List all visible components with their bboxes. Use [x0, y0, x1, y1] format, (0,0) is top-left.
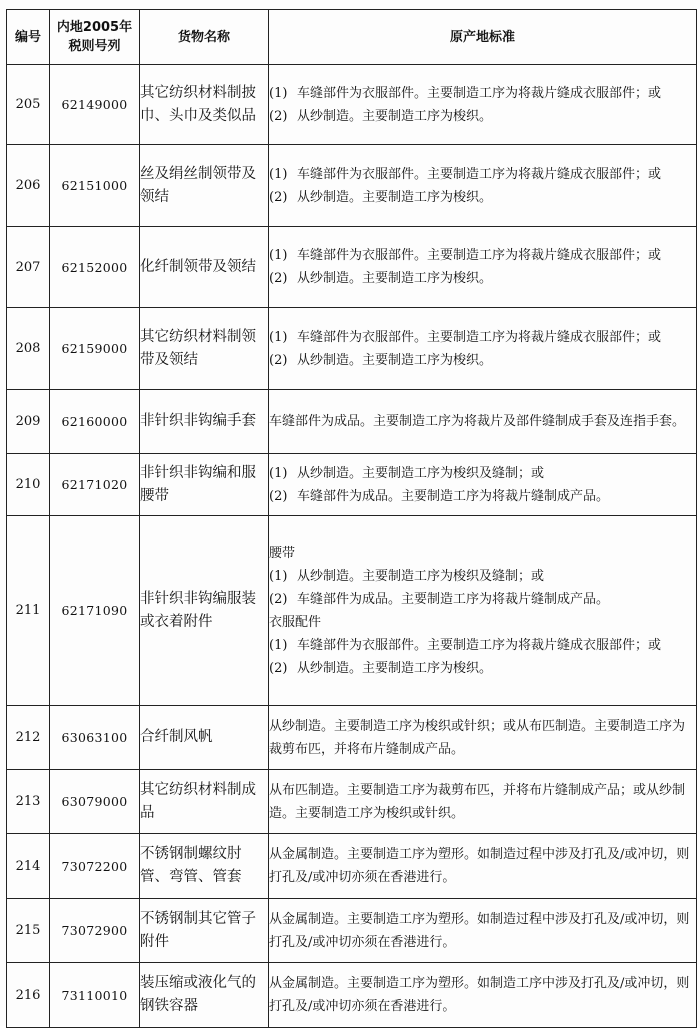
standard-item-text: 从布匹制造。主要制造工序为裁剪布匹，并将布片缝制成产品；或从纱制造。主要制造工序为梭织或针织。	[269, 782, 686, 821]
table-row	[7, 145, 697, 227]
origin-standard	[269, 308, 697, 390]
standard-item-text: 衣服配件	[269, 614, 322, 630]
standard-item-text: 从金属制造。主要制造工序为塑形。如制造过程中涉及打孔及/或冲切，则打孔及/或冲切亦须在香港进行。	[269, 847, 690, 885]
row-number: 208	[7, 308, 50, 390]
tariff-code: 62152000	[50, 227, 140, 308]
table-row	[7, 454, 697, 516]
tariff-code: 62160000	[50, 390, 140, 454]
table-row	[7, 227, 697, 308]
standard-item-text: 腰带	[269, 545, 296, 561]
row-number: 207	[7, 227, 50, 308]
row-number: 211	[7, 516, 50, 706]
standard-item	[269, 163, 696, 186]
goods-name: 装压缩或液化气的钢铁容器	[140, 963, 269, 1028]
row-number: 216	[7, 963, 50, 1028]
standard-item-text: 从纱制造。主要制造工序为梭织。	[297, 108, 493, 124]
table-row	[7, 899, 697, 963]
standard-item	[269, 657, 696, 680]
origin-standard	[269, 706, 697, 770]
origin-standard	[269, 145, 697, 227]
standard-item	[269, 186, 696, 209]
row-number: 206	[7, 145, 50, 227]
standard-item	[269, 410, 696, 433]
standard-item	[269, 462, 696, 485]
row-number: 214	[7, 834, 50, 899]
tariff-code: 62171020	[50, 454, 140, 516]
standard-item-text: 从纱制造。主要制造工序为梭织及缝制；或	[297, 568, 545, 584]
standard-item	[269, 611, 696, 634]
tariff-code: 62149000	[50, 65, 140, 145]
header-goods-name: 货物名称	[140, 10, 269, 65]
standard-item-marker: (2)	[269, 488, 288, 504]
standard-item-text: 从金属制造。主要制造工序为塑形。如制造过程中涉及打孔及/或冲切，则打孔及/或冲切亦须在香港进行。	[269, 911, 690, 950]
table-row	[7, 516, 697, 706]
standard-item-marker: (1)	[269, 329, 288, 345]
table-row	[7, 963, 697, 1028]
origin-standard	[269, 834, 697, 899]
origin-standard	[269, 963, 697, 1028]
goods-name: 其它纺织材料制领带及领结	[140, 308, 269, 390]
goods-name: 合纤制风帆	[140, 706, 269, 770]
tariff-code: 63079000	[50, 770, 140, 834]
standard-item	[269, 565, 696, 588]
standard-item-marker: (2)	[269, 352, 288, 368]
tariff-code: 62171090	[50, 516, 140, 706]
standard-item	[269, 244, 696, 267]
standard-item-marker: (2)	[269, 660, 288, 676]
standard-item-text: 从纱制造。主要制造工序为梭织或针织；或从布匹制造。主要制造工序为裁剪布匹，并将布片缝制成产品。	[269, 718, 686, 757]
standard-item-marker: (1)	[269, 637, 288, 653]
table-row	[7, 390, 697, 454]
standard-item-text: 车缝部件为衣服部件。主要制造工序为将裁片缝成衣服部件；或	[297, 166, 662, 182]
origin-standard	[269, 770, 697, 834]
standard-item-marker: (2)	[269, 108, 288, 124]
standard-item-text: 车缝部件为成品。主要制造工序为将裁片缝制成产品。	[297, 488, 610, 504]
goods-name: 非针织非钩编和服腰带	[140, 454, 269, 516]
goods-name: 丝及绢丝制领带及领结	[140, 145, 269, 227]
standard-item-marker: (1)	[269, 85, 288, 101]
origin-standard	[269, 65, 697, 145]
row-number: 212	[7, 706, 50, 770]
standard-item-text: 车缝部件为成品。主要制造工序为将裁片缝制成产品。	[297, 591, 610, 607]
standard-item	[269, 485, 696, 508]
origin-standard	[269, 516, 697, 706]
standard-item-text: 从金属制造。主要制造工序为塑形。如制造工序中涉及打孔及/或冲切，则打孔及/或冲切亦须在香港进行。	[269, 976, 690, 1014]
row-number: 205	[7, 65, 50, 145]
standard-item	[269, 779, 696, 825]
standard-item-marker: (2)	[269, 189, 288, 205]
standard-item-text: 车缝部件为衣服部件。主要制造工序为将裁片缝成衣服部件；或	[297, 329, 662, 345]
standard-item	[269, 634, 696, 657]
standard-item-text: 从纱制造。主要制造工序为梭织。	[297, 660, 493, 676]
origin-standard	[269, 454, 697, 516]
standard-item-text: 从纱制造。主要制造工序为梭织。	[297, 271, 493, 286]
tariff-code: 73072900	[50, 899, 140, 963]
standard-item-text: 从纱制造。主要制造工序为梭织。	[297, 352, 493, 368]
standard-item-text: 从纱制造。主要制造工序为梭织。	[297, 189, 493, 205]
origin-standard	[269, 899, 697, 963]
origin-standard	[269, 390, 697, 454]
standard-item-marker: (1)	[269, 568, 288, 584]
tariff-code: 62151000	[50, 145, 140, 227]
row-number: 210	[7, 454, 50, 516]
table-row	[7, 770, 697, 834]
standard-item-text: 车缝部件为衣服部件。主要制造工序为将裁片缝成衣服部件；或	[297, 85, 662, 101]
standard-item-text: 车缝部件为衣服部件。主要制造工序为将裁片缝成衣服部件；或	[297, 248, 662, 263]
standard-item	[269, 105, 696, 128]
table-row	[7, 834, 697, 899]
standard-item	[269, 82, 696, 105]
tariff-code: 73072200	[50, 834, 140, 899]
origin-standard	[269, 227, 697, 308]
goods-name: 不锈钢制其它管子附件	[140, 899, 269, 963]
goods-name: 非针织非钩编手套	[140, 390, 269, 454]
standard-item	[269, 972, 696, 1018]
standard-item-text: 从纱制造。主要制造工序为梭织及缝制；或	[297, 465, 545, 481]
header-tariff-code: 内地2005年 税则号列	[50, 10, 140, 65]
standard-item-marker: (1)	[269, 166, 288, 182]
tariff-code: 73110010	[50, 963, 140, 1028]
row-number: 209	[7, 390, 50, 454]
table-row	[7, 308, 697, 390]
table-header-row	[7, 10, 697, 65]
standard-item	[269, 326, 696, 349]
standard-item-text: 车缝部件为成品。主要制造工序为将裁片及部件缝制成手套及连指手套。	[269, 414, 686, 429]
standard-item-marker: (1)	[269, 248, 288, 263]
goods-name: 化纤制领带及领结	[140, 227, 269, 308]
row-number: 213	[7, 770, 50, 834]
tariff-code: 62159000	[50, 308, 140, 390]
goods-name: 非针织非钩编服装或衣着附件	[140, 516, 269, 706]
header-number: 编号	[7, 10, 50, 65]
standard-item	[269, 588, 696, 611]
standard-item	[269, 542, 696, 565]
standard-item	[269, 349, 696, 372]
standard-item	[269, 267, 696, 290]
header-origin-standard: 原产地标准	[269, 10, 697, 65]
standard-item-text: 车缝部件为衣服部件。主要制造工序为将裁片缝成衣服部件；或	[297, 637, 662, 653]
standard-item-marker: (1)	[269, 465, 288, 481]
standard-item-marker: (2)	[269, 271, 288, 286]
table-row	[7, 65, 697, 145]
row-number: 215	[7, 899, 50, 963]
goods-name: 其它纺织材料制成品	[140, 770, 269, 834]
standard-item	[269, 715, 696, 761]
standard-item	[269, 843, 696, 889]
standard-item-marker: (2)	[269, 591, 288, 607]
tariff-code: 63063100	[50, 706, 140, 770]
rules-of-origin-table	[6, 9, 697, 1028]
goods-name: 不锈钢制螺纹肘管、弯管、管套	[140, 834, 269, 899]
table-row	[7, 706, 697, 770]
standard-item	[269, 908, 696, 954]
goods-name: 其它纺织材料制披巾、头巾及类似品	[140, 65, 269, 145]
